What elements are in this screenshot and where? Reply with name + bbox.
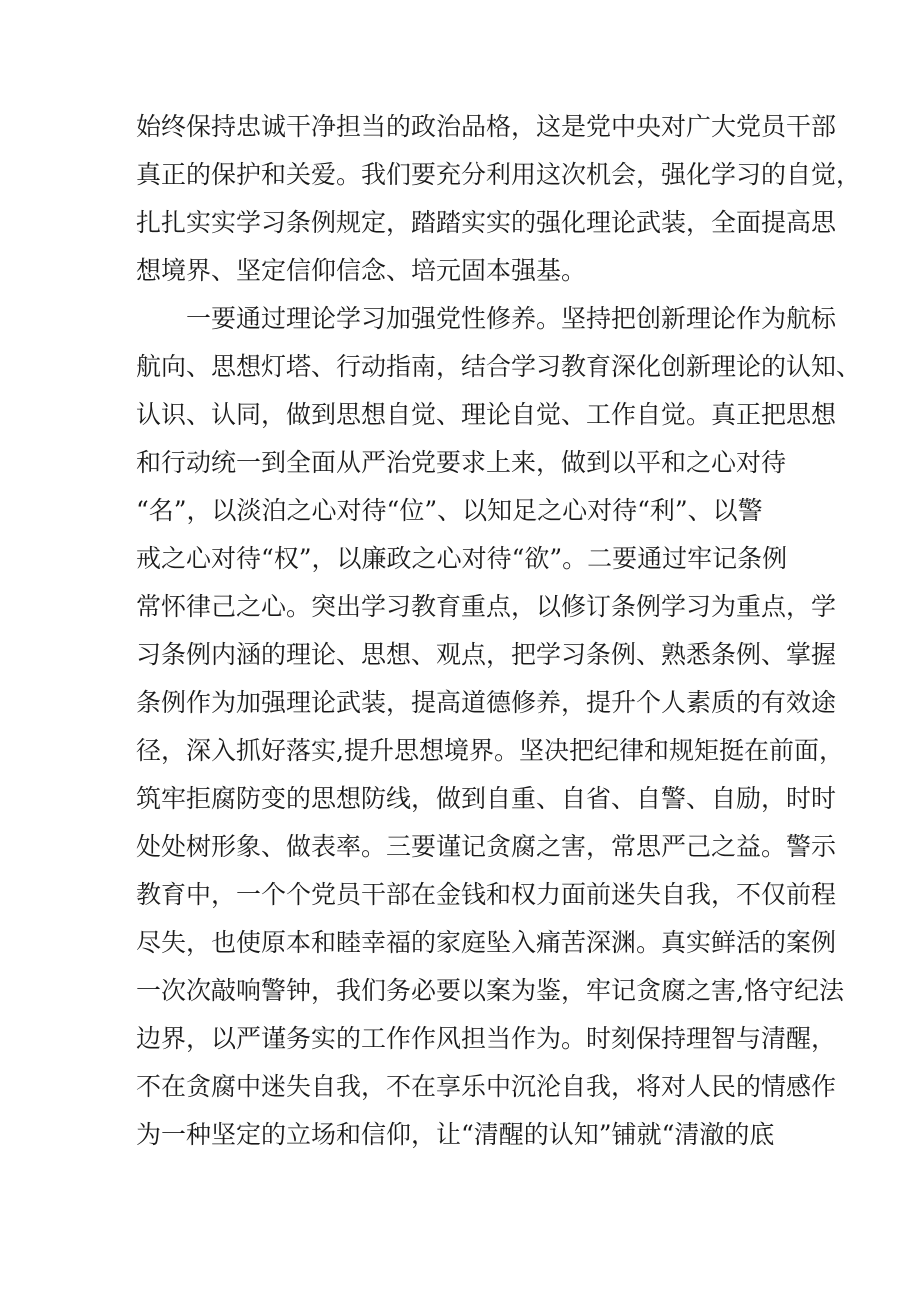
text-line: 始终保持忠诚干净担当的政治品格，这是党中央对广大党员干部 bbox=[136, 112, 837, 141]
text-line: 径，深入抓好落实,提升思想境界。坚决把纪律和规矩挺在前面， bbox=[136, 736, 844, 765]
text-line: 筑牢拒腐防变的思想防线，做到自重、自省、自警、自励，时时 bbox=[136, 784, 837, 813]
text-line: 为一种坚定的立场和信仰，让“清醒的认知”铺就“清澈的底 bbox=[136, 1120, 775, 1149]
text-line: 条例作为加强理论武装，提高道德修养，提升个人素质的有效途 bbox=[136, 688, 837, 717]
text-line: “名”，以淡泊之心对待“位”、以知足之心对待“利”、以警 bbox=[136, 496, 763, 525]
text-line: 教育中，一个个党员干部在金钱和权力面前迷失自我，不仅前程 bbox=[136, 880, 837, 909]
paragraph-first-line: 一要通过理论学习加强党性修养。坚持把创新理论作为航标 bbox=[186, 304, 837, 333]
text-line: 戒之心对待“权”，以廉政之心对待“欲”。二要通过牢记条例 bbox=[136, 544, 788, 573]
text-line: 常怀律己之心。突出学习教育重点，以修订条例学习为重点，学 bbox=[136, 592, 837, 621]
text-line: 想境界、坚定信仰信念、培元固本强基。 bbox=[136, 256, 587, 285]
text-line: 尽失，也使原本和睦幸福的家庭坠入痛苦深渊。真实鲜活的案例 bbox=[136, 928, 837, 957]
text-line: 不在贪腐中迷失自我，不在享乐中沉沦自我，将对人民的情感作 bbox=[136, 1072, 837, 1101]
text-line: 一次次敲响警钟，我们务必要以案为鉴，牢记贪腐之害,恪守纪法 bbox=[136, 976, 844, 1005]
text-line: 认识、认同，做到思想自觉、理论自觉、工作自觉。真正把思想 bbox=[136, 400, 837, 429]
text-line: 航向、思想灯塔、行动指南，结合学习教育深化创新理论的认知、 bbox=[136, 352, 862, 381]
text-line: 扎扎实实学习条例规定，踏踏实实的强化理论武装，全面提高思 bbox=[136, 208, 837, 237]
text-line: 和行动统一到全面从严治党要求上来，做到以平和之心对待 bbox=[136, 448, 787, 477]
text-line: 边界，以严谨务实的工作作风担当作为。时刻保持理智与清醒， bbox=[136, 1024, 837, 1053]
text-line: 习条例内涵的理论、思想、观点，把学习条例、熟悉条例、掌握 bbox=[136, 640, 837, 669]
text-line: 真正的保护和关爱。我们要充分利用这次机会，强化学习的自觉， bbox=[136, 160, 862, 189]
text-line: 处处树形象、做表率。三要谨记贪腐之害，常思严己之益。警示 bbox=[136, 832, 837, 861]
